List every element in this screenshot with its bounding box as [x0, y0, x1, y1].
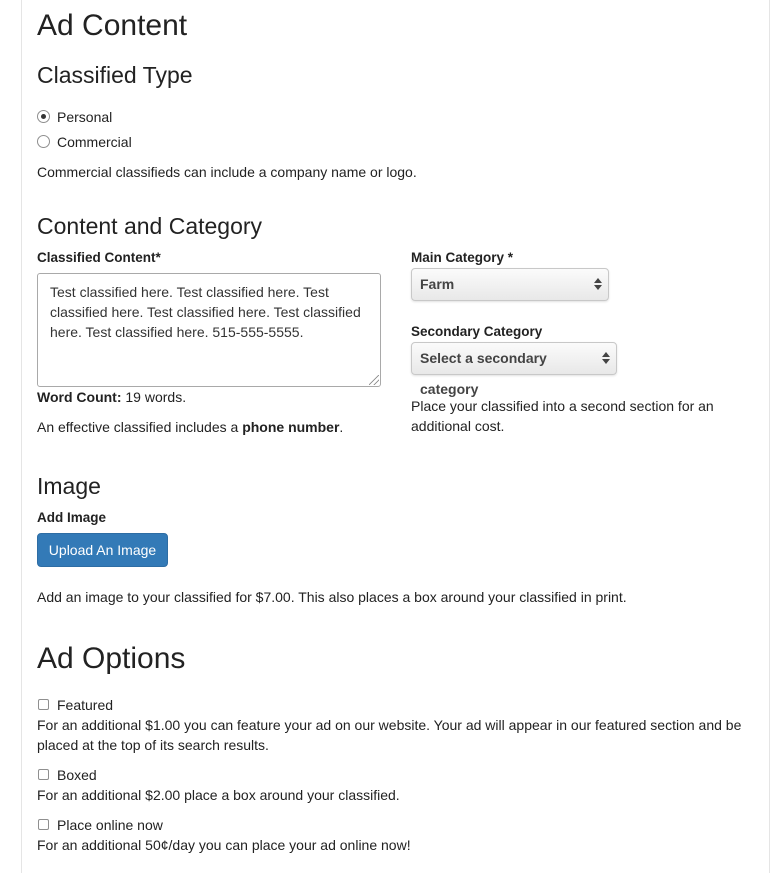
- word-count-value: 19 words.: [121, 389, 187, 405]
- secondary-category-select[interactable]: [411, 342, 617, 397]
- image-note: Add an image to your classified for $7.00. This also places a box around your classified in print.: [37, 589, 627, 605]
- place-online-label[interactable]: Place online now: [57, 817, 163, 833]
- upload-image-button[interactable]: Upload An Image: [37, 533, 168, 567]
- main-category-label: Main Category *: [411, 250, 514, 265]
- ad-options-heading: Ad Options: [37, 642, 186, 675]
- classified-type-heading: Classified Type: [37, 62, 193, 88]
- content-tip: [37, 417, 343, 437]
- classified-content-textarea[interactable]: Test classified here. Test classified here. Test classified here. Test classified here. Test classified here. Test classified here. 515-555-5555.: [37, 273, 381, 387]
- main-category-value: Farm: [420, 276, 455, 292]
- secondary-category-note: Place your classified into a second section for an additional cost.: [411, 398, 714, 434]
- content-tip-prefix: An effective classified includes a: [37, 419, 243, 435]
- commercial-note: Commercial classifieds can include a company name or logo.: [37, 164, 417, 180]
- featured-checkbox[interactable]: [38, 699, 49, 710]
- content-tip-bold: phone number: [242, 419, 340, 435]
- classified-content-label: Classified Content*: [37, 250, 161, 265]
- page-title: Ad Content: [37, 9, 188, 42]
- radio-commercial-label[interactable]: Commercial: [57, 134, 132, 150]
- radio-commercial[interactable]: [37, 135, 50, 148]
- add-image-label: Add Image: [37, 510, 107, 525]
- image-heading: Image: [37, 473, 101, 499]
- radio-personal-label[interactable]: Personal: [57, 109, 113, 125]
- secondary-category-label: Secondary Category: [411, 324, 543, 339]
- select-arrows-icon: [602, 351, 610, 365]
- boxed-checkbox[interactable]: [38, 769, 49, 780]
- boxed-desc: For an additional $2.00 place a box around your classified.: [37, 787, 400, 803]
- boxed-label[interactable]: Boxed: [57, 767, 97, 783]
- radio-personal[interactable]: [37, 110, 50, 123]
- featured-desc: For an additional $1.00 you can feature your ad on our website. Your ad will appear in our featured section and be placed at the top of its search results.: [37, 717, 742, 753]
- word-count-label: Word Count:: [37, 389, 122, 405]
- content-tip-suffix: .: [339, 419, 344, 435]
- word-count: [37, 387, 186, 407]
- featured-label[interactable]: Featured: [57, 697, 114, 713]
- content-category-heading: Content and Category: [37, 213, 263, 239]
- main-category-select[interactable]: [411, 268, 609, 301]
- select-arrows-icon: [594, 277, 602, 291]
- resize-handle-icon[interactable]: [369, 375, 379, 385]
- place-online-desc: For an additional 50¢/day you can place your ad online now!: [37, 837, 411, 853]
- place-online-checkbox[interactable]: [38, 819, 49, 830]
- secondary-category-value: Select a secondary category: [420, 350, 547, 397]
